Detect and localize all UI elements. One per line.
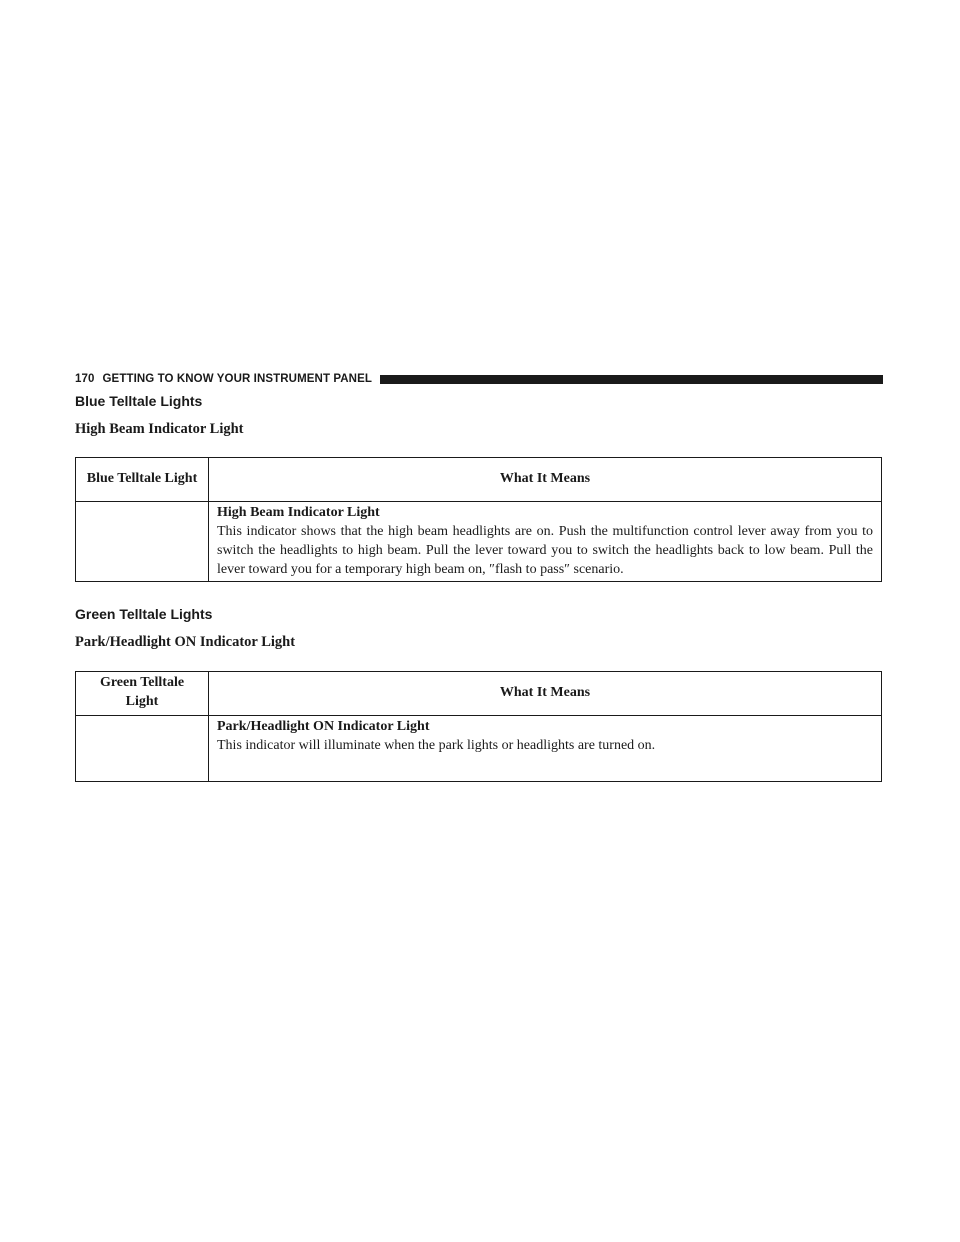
meaning-cell [209, 502, 882, 582]
column-header-light: Green Telltale Light [76, 672, 209, 716]
header-rule [380, 375, 883, 384]
page-header [75, 371, 883, 387]
meaning-cell [209, 716, 882, 782]
table-header-row [76, 672, 882, 716]
light-description: This indicator shows that the high beam headlights are on. Push the multifunction control lever away from you to switch the headlights to high beam. Pull the lever toward you to switch the headlights back to low beam. Pull the lever toward you for a temporary high beam on, ″flash to pass″ scenario. [217, 524, 873, 577]
column-header-light: Blue Telltale Light [76, 458, 209, 502]
green-telltale-heading: Green Telltale Lights [75, 606, 213, 622]
page-number: 170 [75, 373, 95, 385]
telltale-icon-cell [76, 716, 209, 782]
table-row [76, 502, 882, 582]
table-header-row [76, 458, 882, 502]
park-headlight-subheading: Park/Headlight ON Indicator Light [75, 634, 296, 650]
page-section-title: GETTING TO KNOW YOUR INSTRUMENT PANEL [102, 373, 372, 385]
light-title: High Beam Indicator Light [217, 505, 380, 520]
table-row [76, 716, 882, 782]
green-telltale-table [75, 671, 882, 782]
column-header-meaning: What It Means [209, 458, 882, 502]
blue-telltale-table [75, 457, 882, 582]
blue-telltale-heading: Blue Telltale Lights [75, 393, 203, 409]
light-title: Park/Headlight ON Indicator Light [217, 719, 430, 734]
high-beam-subheading: High Beam Indicator Light [75, 421, 244, 437]
light-description: This indicator will illuminate when the park lights or headlights are turned on. [217, 738, 656, 753]
column-header-meaning: What It Means [209, 672, 882, 716]
telltale-icon-cell [76, 502, 209, 582]
